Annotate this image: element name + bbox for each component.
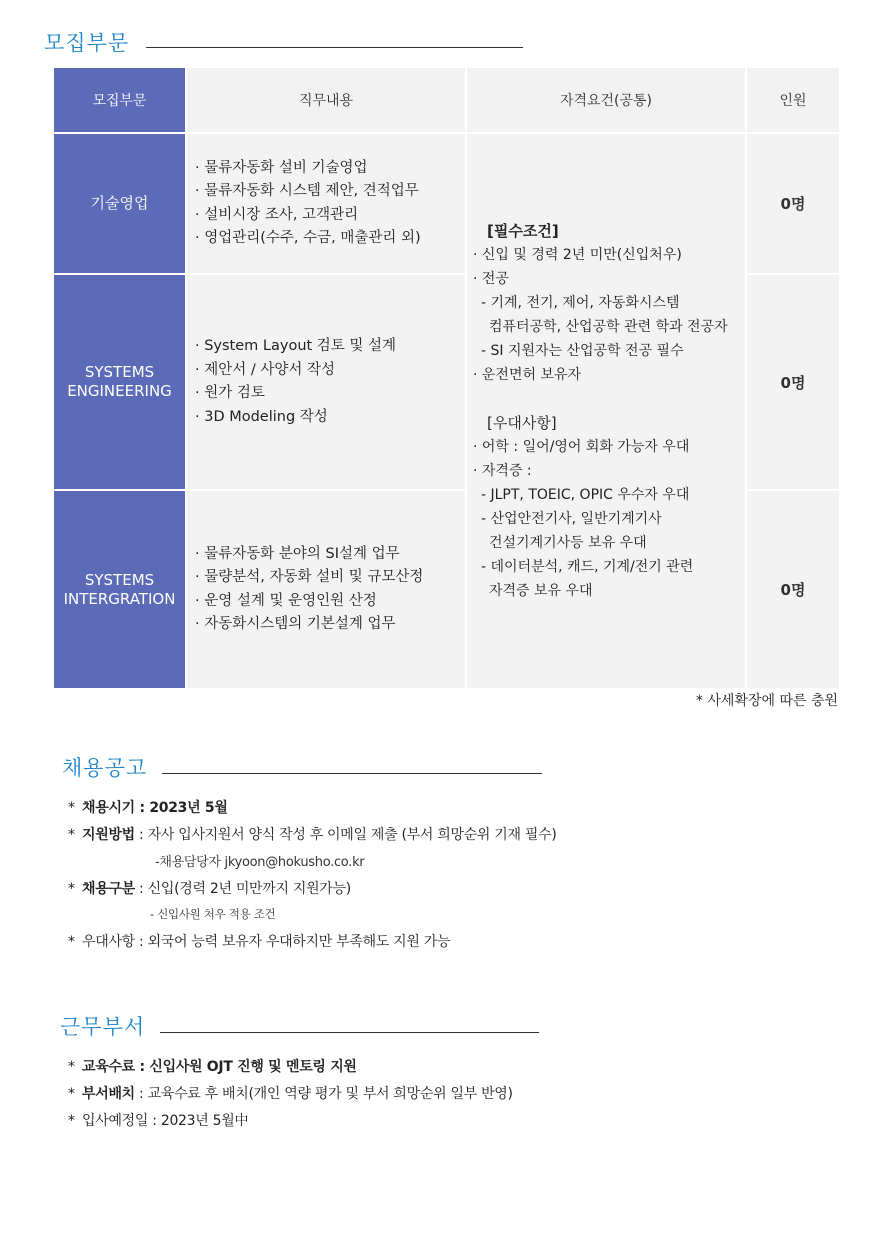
duty-item: · 원가 검토: [195, 385, 265, 401]
method-label: 지원방법: [82, 827, 135, 843]
type-label: 채용구분: [82, 881, 135, 897]
notice-method: [68, 824, 557, 844]
required-item: - SI 지원자는 산업공학 전공 필수: [481, 343, 684, 359]
dept-name-line: ENGINEERING: [67, 382, 172, 400]
duty-item: · 영업관리(수주, 수금, 매출관리 외): [195, 230, 421, 246]
work-start-date: [68, 1110, 248, 1130]
bullet-star: *: [68, 881, 75, 897]
duty-item: · 물류자동화 시스템 제안, 견적업무: [195, 183, 419, 199]
table-header-row: [54, 68, 839, 132]
duties-cell: [187, 275, 465, 489]
method-value: : 자사 입사지원서 양식 작성 후 이메일 제출 (부서 희망순위 기재 필수): [134, 827, 557, 843]
duty-item: · 물류자동화 설비 기술영업: [195, 159, 368, 176]
table-footnote: * 사세확장에 따른 충원: [695, 693, 838, 709]
period-text: 채용시기 : 2023년 5월: [82, 800, 228, 816]
dept-cell: [54, 275, 185, 489]
preferred-item: - JLPT, TOEIC, OPIC 우수자 우대: [481, 487, 690, 503]
required-item: - 기계, 전기, 제어, 자동화시스템: [481, 295, 680, 311]
requirements-cell: [467, 134, 745, 688]
duties-cell: [187, 134, 465, 273]
duties-cell: [187, 491, 465, 688]
dept-cell: [54, 491, 185, 688]
duty-item: · 운영 설계 및 운영인원 산정: [195, 592, 377, 609]
bullet-star: *: [68, 934, 75, 950]
dept-cell: [54, 134, 185, 273]
section-title-recruit: 모집부문: [44, 31, 130, 55]
section-divider: [162, 773, 542, 774]
section-divider: [146, 47, 523, 48]
start-date-text: 입사예정일 : 2023년 5월中: [82, 1113, 249, 1129]
headcount: 0명: [747, 275, 839, 489]
bullet-star: *: [68, 1113, 75, 1129]
required-title: [필수조건]: [487, 222, 559, 240]
dept-name-line: SYSTEMS: [84, 570, 155, 589]
preferred-item: · 어학 : 일어/영어 회화 가능자 우대: [473, 439, 690, 455]
required-item: · 신입 및 경력 2년 미만(신입처우): [473, 247, 682, 263]
required-item: · 운전면허 보유자: [473, 367, 582, 383]
required-item: 컴퓨터공학, 산업공학 관련 학과 전공자: [489, 319, 728, 335]
section-title-work: 근무부서: [60, 1015, 146, 1039]
notice-type: [68, 878, 351, 898]
duty-item: · System Layout 검토 및 설계: [195, 338, 397, 354]
duty-item: · 물류자동화 분야의 SI설계 업무: [195, 545, 400, 562]
table-row: [54, 134, 839, 273]
duty-item: · 3D Modeling 작성: [195, 408, 328, 425]
header-dept: 모집부문: [54, 68, 185, 132]
training-text: 교육수료 : 신입사원 OJT 진행 및 멘토링 지원: [82, 1059, 357, 1075]
section-divider: [160, 1032, 539, 1033]
preferred-item: 자격증 보유 우대: [489, 583, 593, 599]
duty-item: · 제안서 / 사양서 작성: [195, 361, 335, 378]
headcount: 0명: [747, 134, 839, 273]
work-training: [68, 1056, 357, 1076]
preferred-item: - 산업안전기사, 일반기계기사: [481, 511, 662, 527]
duty-item: · 물량분석, 자동화 설비 및 규모산정: [195, 569, 424, 585]
dept-name-line: INTERGRATION: [63, 589, 176, 608]
section-title-notice: 채용공고: [62, 756, 148, 780]
preference-text: 우대사항 : 외국어 능력 보유자 우대하지만 부족해도 지원 가능: [82, 934, 451, 950]
duty-item: · 설비시장 조사, 고객관리: [195, 206, 359, 223]
dept-name-line: SYSTEMS: [84, 363, 155, 381]
recruit-table: [52, 66, 841, 690]
notice-preference: [68, 931, 450, 951]
duty-item: · 자동화시스템의 기본설계 업무: [195, 616, 396, 632]
method-contact: -채용담당자 jkyoon@hokusho.co.kr: [155, 855, 365, 870]
work-placement: [68, 1083, 513, 1103]
bullet-star: *: [68, 1086, 75, 1102]
preferred-item: 건설기계기사등 보유 우대: [489, 535, 647, 551]
header-duties: 직무내용: [187, 68, 465, 132]
placement-label: 부서배치: [82, 1086, 135, 1102]
headcount: 0명: [747, 491, 839, 688]
bullet-star: *: [68, 827, 75, 843]
header-count: 인원: [747, 68, 839, 132]
dept-name: 기술영업: [90, 194, 149, 212]
preferred-item: · 자격증 :: [473, 463, 532, 479]
notice-period: [68, 797, 228, 817]
required-item: · 전공: [473, 271, 509, 287]
bullet-star: *: [68, 1059, 75, 1075]
type-value: : 신입(경력 2년 미만까지 지원가능): [134, 881, 351, 897]
preferred-title: [우대사항]: [487, 414, 557, 432]
preferred-item: - 데이터분석, 캐드, 기계/전기 관련: [481, 559, 694, 575]
header-requirements: 자격요건(공통): [467, 68, 745, 132]
bullet-star: *: [68, 800, 75, 816]
placement-value: : 교육수료 후 배치(개인 역량 평가 및 부서 희망순위 일부 반영): [134, 1086, 513, 1102]
type-condition: - 신입사원 처우 적용 조건: [150, 907, 276, 921]
